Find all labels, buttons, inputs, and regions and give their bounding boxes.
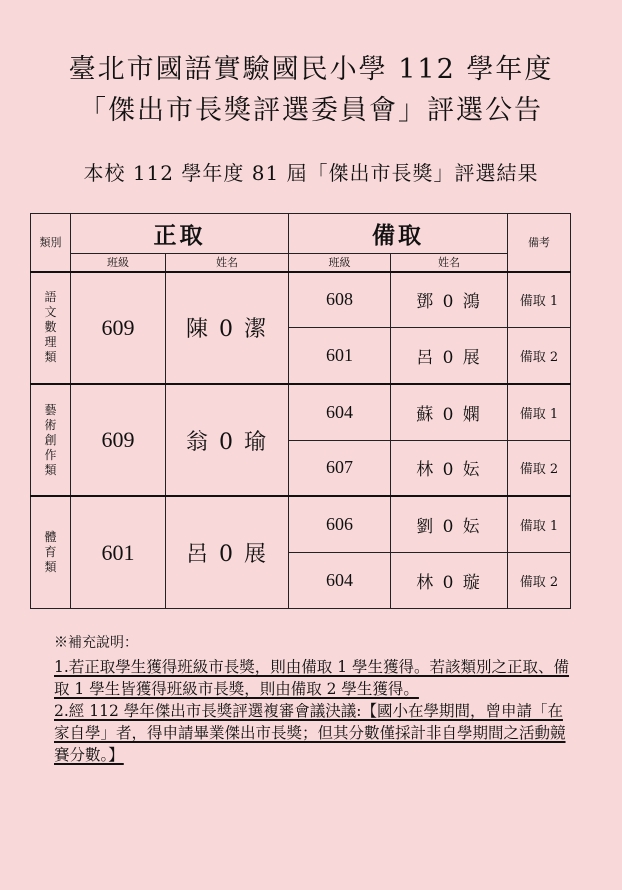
- category-char: 類: [44, 560, 57, 575]
- backup-class: 604: [289, 552, 391, 608]
- backup-name: 林 0 璇: [391, 552, 508, 608]
- header-category: 類別: [31, 214, 71, 272]
- subheader-main-class: 班級: [71, 254, 166, 272]
- backup-class: 601: [289, 328, 391, 384]
- category-char: 育: [44, 545, 57, 560]
- backup-name: 鄧 0 鴻: [391, 272, 508, 328]
- remark: 備取 1: [508, 496, 571, 552]
- main-class: 609: [71, 272, 166, 384]
- table-row: [31, 496, 571, 552]
- title-line-2: 「傑出市長獎評選委員會」評選公告: [79, 95, 543, 126]
- backup-name: 林 0 妘: [391, 440, 508, 496]
- subheader-main-name: 姓名: [166, 254, 289, 272]
- category-char: 術: [44, 417, 57, 432]
- category-cell: [31, 496, 71, 608]
- category-char: 數: [44, 320, 57, 335]
- backup-class: 607: [289, 440, 391, 496]
- backup-name: 蘇 0 嫻: [391, 384, 508, 440]
- header-remark: 備考: [508, 214, 571, 272]
- category-char: 作: [44, 447, 57, 462]
- category-char: 類: [44, 350, 57, 365]
- category-char: 創: [44, 432, 57, 447]
- subheader-backup-class: 班級: [289, 254, 391, 272]
- notes-section: [54, 632, 574, 766]
- remark: 備取 2: [508, 328, 571, 384]
- main-name: 陳 0 潔: [166, 272, 289, 384]
- category-char: 類: [44, 462, 57, 477]
- category-char: 語: [44, 290, 57, 305]
- category-char: 藝: [44, 402, 57, 417]
- title-line-1: 臺北市國語實驗國民小學 112 學年度: [68, 54, 554, 85]
- backup-class: 608: [289, 272, 391, 328]
- main-name: 呂 0 展: [166, 496, 289, 608]
- table-row: [31, 272, 571, 328]
- header-main: 正取: [71, 214, 289, 254]
- subheader-backup-name: 姓名: [391, 254, 508, 272]
- backup-class: 606: [289, 496, 391, 552]
- category-cell: [31, 384, 71, 496]
- main-class: 601: [71, 496, 166, 608]
- category-char: 理: [44, 335, 57, 350]
- remark: 備取 1: [508, 272, 571, 328]
- remark: 備取 1: [508, 384, 571, 440]
- note-item-1: 1.若正取學生獲得班級市長獎，則由備取 1 學生獲得。若該類別之正取、備取 1 學生皆獲得班級市長獎，則由備取 2 學生獲得。: [54, 658, 570, 698]
- category-char: 體: [44, 530, 57, 545]
- subtitle: 本校 112 學年度 81 屆「傑出市長獎」評選結果: [83, 161, 539, 185]
- header-backup: 備取: [289, 214, 508, 254]
- note-item-2: 2.經 112 學年傑出市長獎評選複審會議決議:【國小在學期間，曾申請「在家自學」者，得申請畢業傑出市長獎；但其分數僅採計非自學期間之活動競賽分數。】: [54, 702, 566, 764]
- results-table: [30, 213, 571, 609]
- category-char: 文: [44, 305, 57, 320]
- remark: 備取 2: [508, 552, 571, 608]
- main-name: 翁 0 瑜: [166, 384, 289, 496]
- main-class: 609: [71, 384, 166, 496]
- notes-header: ※補充說明：: [54, 635, 138, 651]
- backup-class: 604: [289, 384, 391, 440]
- backup-name: 呂 0 展: [391, 328, 508, 384]
- remark: 備取 2: [508, 440, 571, 496]
- backup-name: 劉 0 妘: [391, 496, 508, 552]
- table-row: [31, 384, 571, 440]
- category-cell: [31, 272, 71, 384]
